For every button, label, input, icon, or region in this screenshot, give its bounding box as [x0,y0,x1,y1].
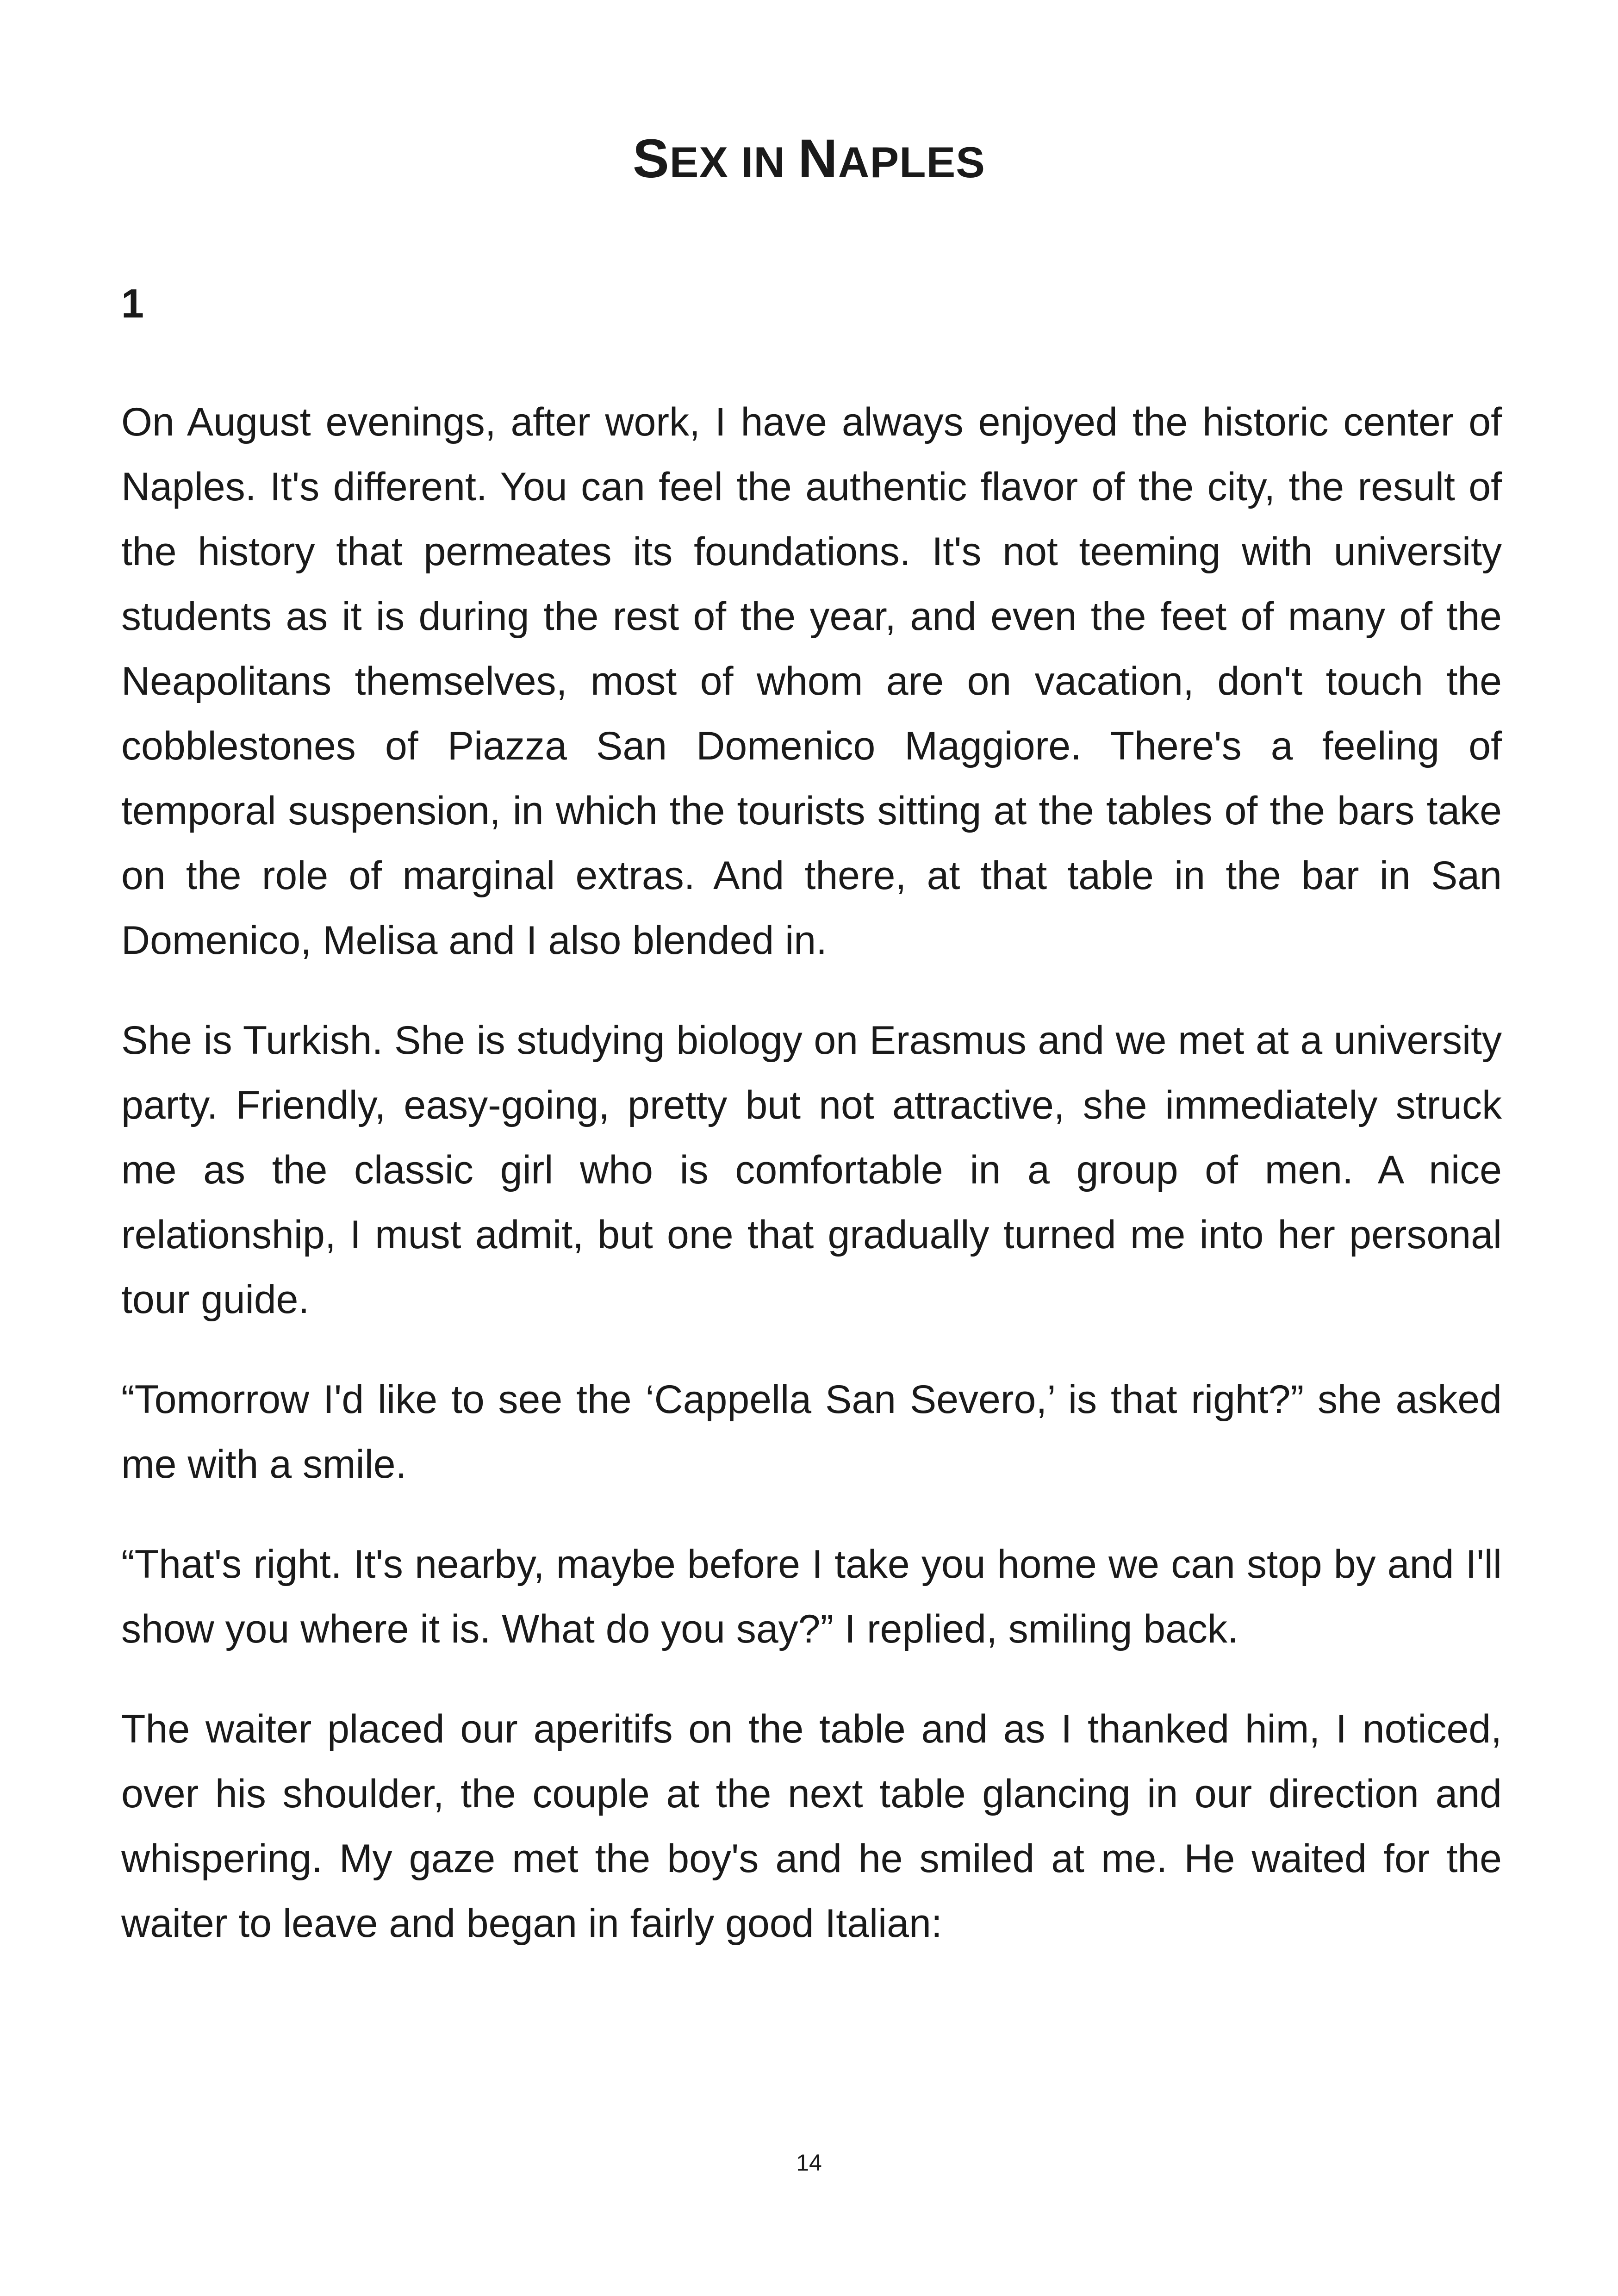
body-text [121,390,1502,1991]
title-small-caps-2: APLES [838,138,985,187]
paragraph-4: “That's right. It's nearby, maybe before I take you home we can stop by and I'll show you where it is. What do you say?” I replied, smiling back. [121,1542,1502,1651]
paragraph-3: “Tomorrow I'd like to see the ‘Cappella San Severo,’ is that right?” she asked me with a smile. [121,1377,1502,1487]
title-small-caps-1: EX IN [669,138,798,187]
paragraph-2: She is Turkish. She is studying biology on Erasmus and we met at a university party. Friendly, easy-going, pretty but not attractive, she immediately struck me as the classic girl who is comfortable in a group of men. A nice relationship, I must admit, but one that gradually turned me into her personal tour guide. [121,1018,1502,1322]
paragraph-1: On August evenings, after work, I have always enjoyed the historic center of Naples. It's different. You can feel the authentic flavor of the city, the result of the history that permeates its foundations. It's not teeming with university students as it is during the rest of the year, and even the feet of many of the Neapolitans themselves, most of whom are on vacation, don't touch the cobblestones of Piazza San Domenico Maggiore. There's a feeling of temporal suspension, in which the tourists sitting at the tables of the bars take on the role of marginal extras. And there, at that table in the bar in San Domenico, Melisa and I also blended in. [121,400,1502,963]
title-initial-n: N [798,128,838,190]
page-title [0,128,1618,190]
chapter-number: 1 [121,280,144,326]
page-number: 14 [796,2150,822,2176]
title-initial-s: S [633,128,670,190]
paragraph-5: The waiter placed our aperitifs on the table and as I thanked him, I noticed, over his shoulder, the couple at the next table glancing in our direction and whispering. My gaze met the boy's and he smiled at me. He waited for the waiter to leave and began in fairly good Italian: [121,1707,1502,1946]
